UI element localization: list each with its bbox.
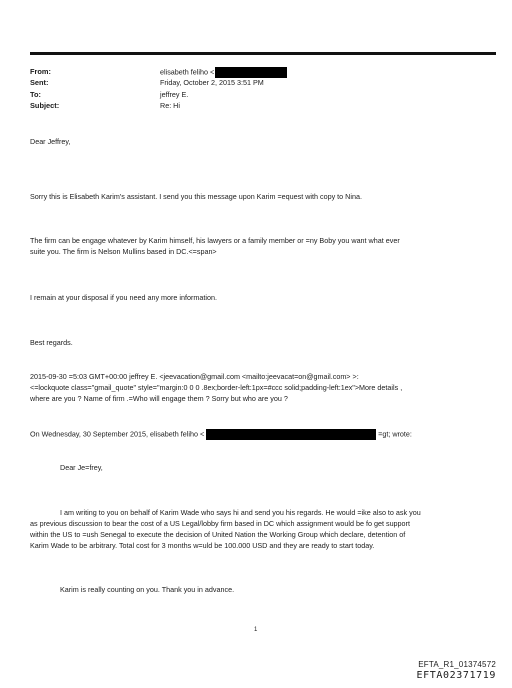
- redaction-block: [206, 429, 376, 440]
- page-number: 1: [254, 627, 258, 633]
- signoff: Best regards.: [30, 338, 73, 347]
- paragraph-counting: Karim is really counting on you. Thank you in advance.: [60, 585, 235, 594]
- quote-line-2: <=lockquote class="gmail_quote" style="margin:0 0 0 .8ex;border-left:1px=#ccc solid;padding-left:1ex">More details ,: [30, 383, 403, 392]
- greeting-quoted: Dear Je=frey,: [60, 463, 103, 472]
- paragraph-request-line1: I am writing to you on behalf of Karim Wade who says hi and send you his regards. He would =ike also to ask you: [60, 508, 421, 517]
- paragraph-disposal: I remain at your disposal if you need any more information.: [30, 293, 217, 302]
- subject-value: Re: Hi: [160, 101, 180, 110]
- subject-label: Subject:: [30, 101, 60, 110]
- sent-label: Sent:: [30, 78, 49, 87]
- paragraph-firm-line2: suite you. The firm is Nelson Mullins based in DC.<=span>: [30, 247, 217, 256]
- to-label: To:: [30, 90, 41, 99]
- paragraph-request-line4: Karim Wade to be arbitrary. Total cost for 3 months w=uld be 100.000 USD and they are ready to start today.: [30, 541, 375, 550]
- footer-id-large: EFTA02371719: [416, 670, 496, 681]
- wrote-prefix: On Wednesday, 30 September 2015, elisabeth feliho <: [30, 429, 205, 439]
- paragraph-assistant: Sorry this is Elisabeth Karim's assistant. I send you this message upon Karim =equest with copy to Nina.: [30, 192, 362, 201]
- quote-line-3: where are you ? Name of firm .=Who will engage them ? Sorry but who are you ?: [30, 394, 288, 403]
- greeting: Dear Jeffrey,: [30, 137, 71, 146]
- header-rule: [30, 52, 496, 55]
- header-sent-row: [30, 78, 496, 88]
- sent-value: Friday, October 2, 2015 3:51 PM: [160, 78, 264, 87]
- redaction-block: [215, 67, 287, 78]
- paragraph-firm-line1: The firm can be engage whatever by Karim himself, his lawyers or a family member or =ny Boby you want what ever: [30, 236, 400, 245]
- from-sender: elisabeth feliho <: [160, 67, 215, 77]
- header-subject-row: [30, 101, 496, 111]
- wrote-line: [30, 429, 496, 440]
- to-value: jeffrey E.: [160, 90, 189, 99]
- paragraph-request-line2: as previous discussion to bear the cost of a US Legal/lobby firm based in DC which assignment would be fo get support: [30, 519, 410, 528]
- from-label: From:: [30, 67, 51, 76]
- from-value: [160, 67, 287, 78]
- footer-id-small: EFTA_R1_01374572: [418, 660, 496, 669]
- header-from-row: [30, 67, 496, 77]
- quote-line-1: 2015-09-30 =5:03 GMT+00:00 jeffrey E. <jeevacation@gmail.com <mailto:jeevacat=on@gmail.com> >:: [30, 372, 359, 381]
- header-to-row: [30, 90, 496, 100]
- wrote-suffix: =gt; wrote:: [378, 429, 412, 439]
- paragraph-request-line3: within the US to =ush Senegal to execute the decision of United Nation the Working Group which declare, detention of: [30, 530, 406, 539]
